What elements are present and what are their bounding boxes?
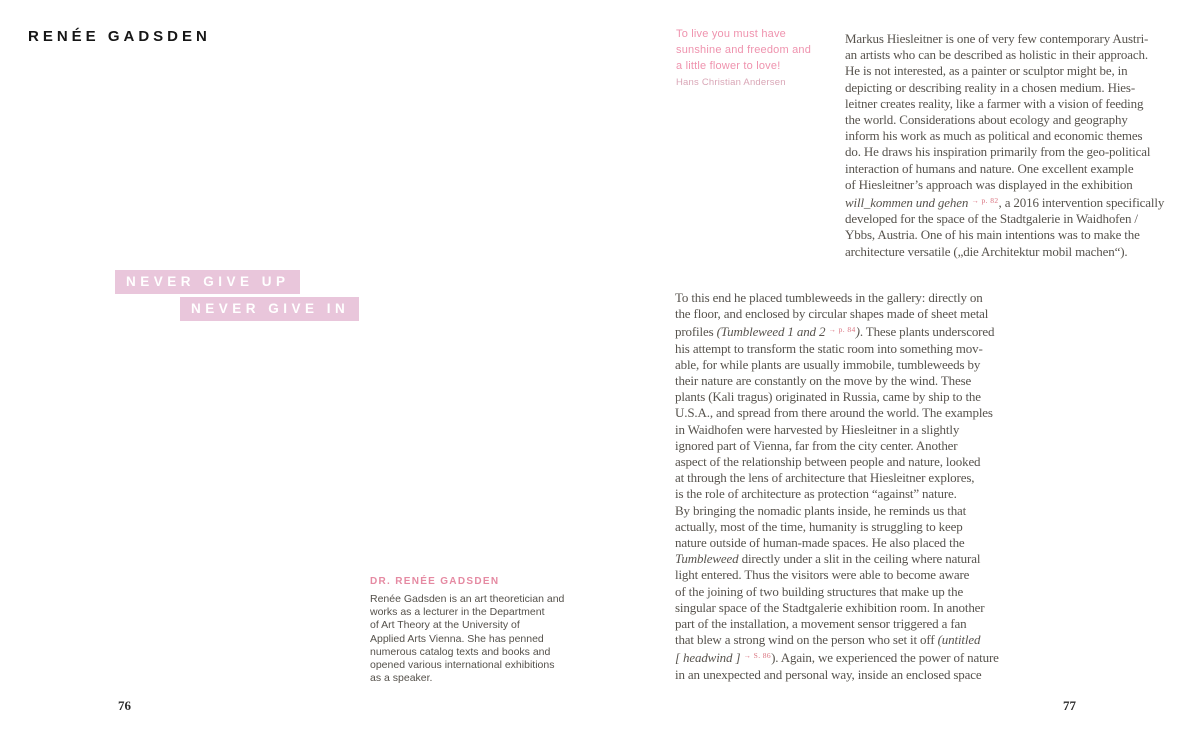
pull-quote-lines: To live you must have sunshine and freedom and a little flower to love! (676, 28, 812, 72)
page-number-left: 76 (118, 698, 131, 713)
author-title: RENÉE GADSDEN (28, 28, 211, 45)
quote-attribution: Hans Christian Andersen (676, 77, 786, 88)
bio-text: Renée Gadsden is an art theoretician and works as a lecturer in the Department of Art Theory at the University of Applied Arts Vienna. She has penned numerous catalog texts and books and opened various international exhibitions as a speaker. (370, 593, 565, 685)
author-bio (370, 576, 565, 685)
body-paragraph-2: To this end he placed tumbleweeds in the gallery: directly on the floor, and enclosed by circular shapes made of sheet metal profiles (Tumbleweed 1 and 2 $^{\to p. 84}$). These plants underscored his attempt to transform the static room into something mov- able, for while plants are usually immobile, tumbleweeds by their nature are constantly on the move by the wind. These plants (Kali tragus) originated in Russia, came by ship to the U.S.A., and spread from there around the world. The examples in Waidhofen were harvested by Hiesleitner in a slightly ignored part of Vienna, far from the city center. Another aspect of the relationship between people and nature, looked at through the lens of architecture that Hiesleitner explores, is the role of architecture as protection “against” nature. By bringing the nomadic plants inside, he reminds us that actually, most of the time, humanity is struggling to keep nature outside of human-made spaces. He also placed the Tumbleweed directly under a slit in the ceiling where natural light entered. Thus the visitors were able to become aware of the joining of two building structures that make up the singular space of the Stadtgalerie exhibition room. In another part of the installation, a movement sensor triggered a fan that blew a strong wind on the person who set it off (untitled [ headwind ] $^{\to S. 86}$). Again, we experienced the power of nature in an unexpected and personal way, inside an enclosed space (675, 290, 999, 682)
highlight-never-give-in: NEVER GIVE IN (180, 297, 359, 321)
body-paragraph-1: Markus Hiesleitner is one of very few contemporary Austri- an artists who can be described as holistic in their approach. He is not interested, as a painter or sculptor might be, in depicting or describing reality in a chosen medium. Hies- leitner creates reality, like a farmer with a vision of feeding the world. Considerations about ecology and geography inform his work as much as political and economic themes do. He draws his inspiration primarily from the geo-political interaction of humans and nature. One excellent example of Hiesleitner’s approach was displayed in the exhibition will_kommen und gehen $^{\to p. 82}$, a 2016 intervention specifically developed for the space of the Stadtgalerie in Waidhofen / Ybbs, Austria. One of his main intentions was to make the architecture versatile („die Architektur mobil machen“). (845, 31, 1165, 259)
bio-heading: DR. RENÉE GADSDEN (370, 576, 500, 587)
pull-quote (676, 26, 811, 88)
highlight-never-give-up: NEVER GIVE UP (115, 270, 300, 294)
page-number-right: 77 (1063, 698, 1076, 713)
